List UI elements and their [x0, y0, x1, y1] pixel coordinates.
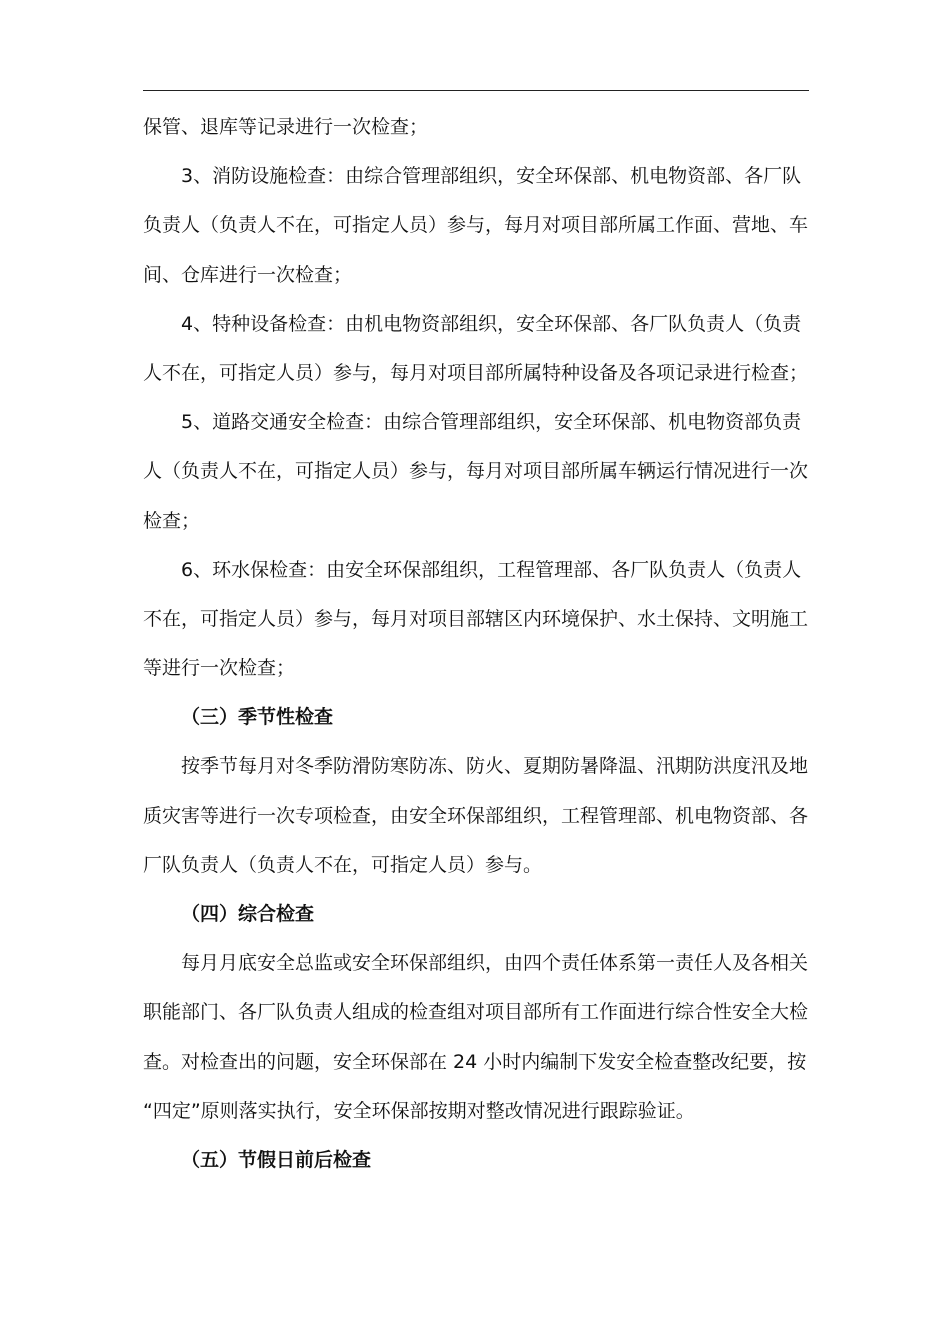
text-line: 每月月底安全总监或安全环保部组织，由四个责任体系第一责任人及各相关: [181, 952, 809, 975]
text-line: 人不在，可指定人员）参与，每月对项目部所属特种设备及各项记录进行检查；: [143, 361, 809, 384]
section-heading-holiday: （五）节假日前后检查: [181, 1148, 372, 1171]
text-line: 质灾害等进行一次专项检查，由安全环保部组织，工程管理部、机电物资部、各: [143, 804, 809, 827]
text-line: 间、仓库进行一次检查；: [143, 263, 353, 286]
text-line: 人（负责人不在，可指定人员）参与，每月对项目部所属车辆运行情况进行一次: [143, 460, 809, 483]
text-line: 保管、退库等记录进行一次检查；: [143, 116, 429, 138]
section-heading-comprehensive: （四）综合检查: [181, 903, 315, 925]
text-line: 5、道路交通安全检查：由综合管理部组织，安全环保部、机电物资部负责: [181, 411, 802, 434]
text-line: 查。对检查出的问题，安全环保部在 24 小时内编制下发安全检查整改纪要，按: [143, 1050, 807, 1073]
text-line: 检查；: [143, 509, 201, 532]
document-body: [143, 103, 809, 1185]
text-line: 负责人（负责人不在，可指定人员）参与，每月对项目部所属工作面、营地、车: [143, 214, 809, 237]
section-heading-seasonal: （三）季节性检查: [181, 706, 334, 729]
text-line: 按季节每月对冬季防滑防寒防冻、防火、夏期防暑降温、汛期防洪度汛及地: [181, 755, 809, 778]
text-line: 厂队负责人（负责人不在，可指定人员）参与。: [143, 853, 543, 876]
text-line: 等进行一次检查；: [143, 657, 296, 680]
header-rule: [143, 90, 809, 91]
text-line: “四定”原则落实执行，安全环保部按期对整改情况进行跟踪验证。: [143, 1099, 695, 1122]
text-line: 3、消防设施检查：由综合管理部组织，安全环保部、机电物资部、各厂队: [181, 165, 802, 188]
text-line: 不在，可指定人员）参与，每月对项目部辖区内环境保护、水土保持、文明施工: [143, 607, 809, 630]
text-line: 职能部门、各厂队负责人组成的检查组对项目部所有工作面进行综合性安全大检: [143, 1001, 809, 1024]
text-line: 4、特种设备检查：由机电物资部组织，安全环保部、各厂队负责人（负责: [181, 312, 802, 335]
text-line: 6、环水保检查：由安全环保部组织，工程管理部、各厂队负责人（负责人: [181, 558, 802, 581]
